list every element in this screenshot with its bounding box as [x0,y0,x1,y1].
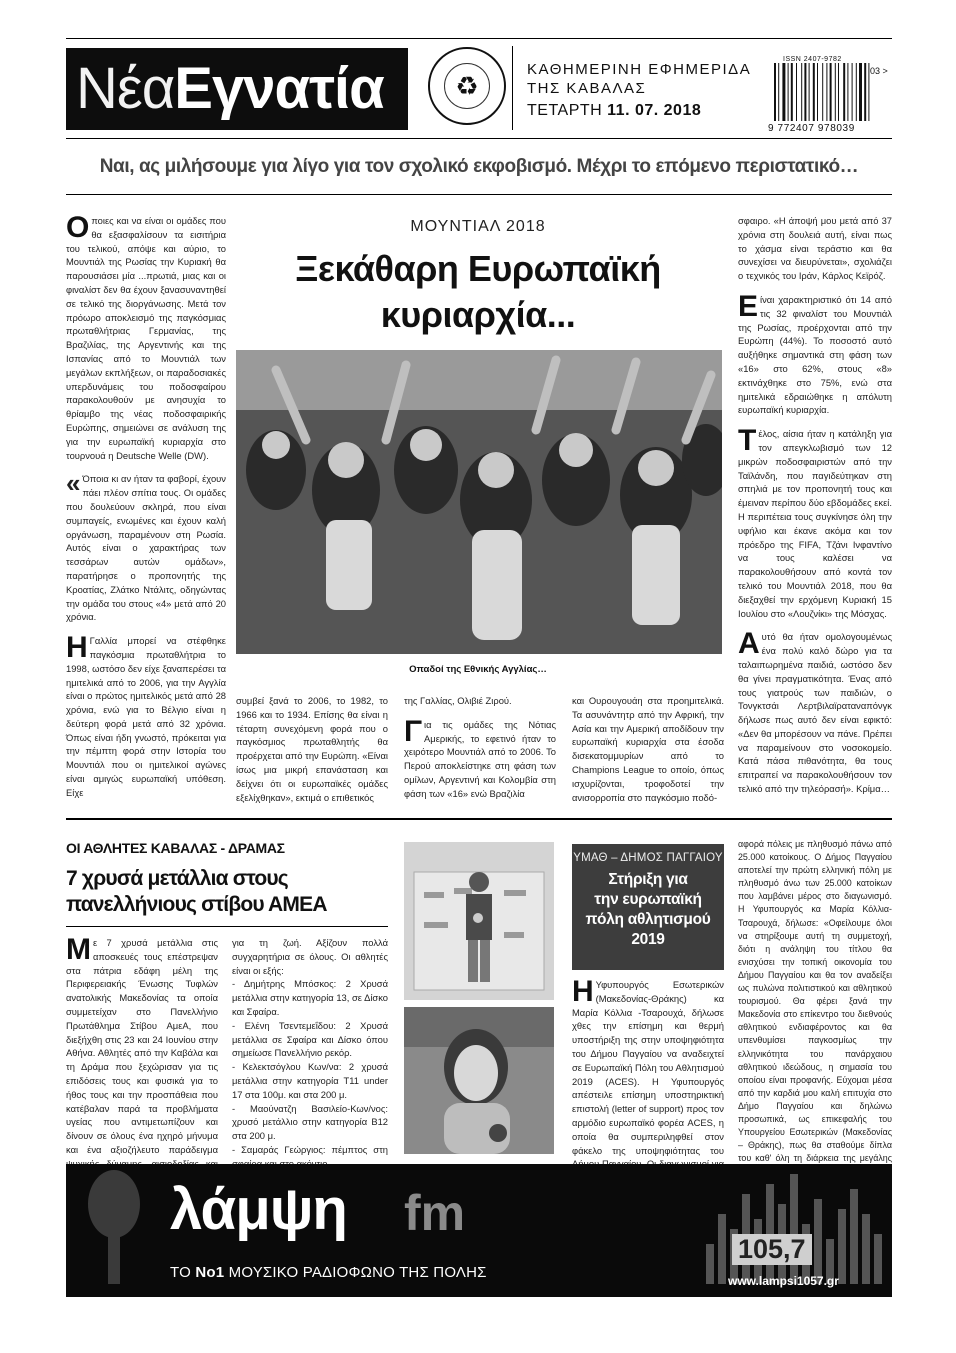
athlete-medal-photo[interactable] [404,1007,554,1154]
drop-cap: Η [572,975,594,1008]
lead-column-5 [738,214,892,806]
issue-number: 03 > [870,66,888,76]
lampsi-fm-advertisement[interactable] [66,1164,892,1297]
athlete-item: - Ελένη Τσεντεμεΐδου: 2 Χρυσά μετάλλια σε Σφαίρα και Δίσκο όπου σημείωσε Πανελλήνιο ρεκόρ. [232,1019,388,1059]
ymao-kicker: ΥΜΑΘ – ΔΗΜΟΣ ΠΑΓΓΑΙΟΥ [573,852,723,864]
drop-cap: Τ [738,424,757,458]
athletes-headline[interactable] [66,866,327,918]
lead-paragraph-9: ίναι χαρακτηριστικό ότι 14 από τις 32 φιναλίστ του Μουντιάλ της Ρωσίας, προέρχονται από την Ευρώπη (44%). Το ποσοστό αυτό αυξήθηκε σημαντικά στη φάση των «16» στο 62%, στους «8» εκτινάχθηκε στο 75%, ενώ στα ημιτελικά εδραιώθηκε η απόλυτη ευρωπαϊκή κυριαρχία. [738,293,892,416]
issue-date [527,102,701,120]
masthead-bottom-rule [66,138,892,139]
lead-column-1 [66,211,226,810]
ad-brand: λάμψη [170,1177,347,1242]
athlete-portrait-illustration [404,1007,554,1154]
ad-slogan [170,1264,487,1281]
ymao-paragraph-1: Υφυπουργός Εσωτερικών (Μακεδονίας-Θράκης) κα Μαρία Κόλλια -Τσαρουχά, δήλωσε χθες την επίσημη και θερμή υποστήριξη της στην υποψηφιότητα του Δήμου Παγγαίου να αναδειχτεί σε Ευρωπαϊκή Πόλη του Αθλητισμού 2019 (ACES). Η Υφυπουργός απέστειλε επίσημη υποστηρικτική επιστολή (letter of support) προς τον αρμόδιο ευρωπαϊκό φορέα ACES, η οποία θα συμπεριληφθεί στον φάκελο της υποψηφιότητας του [572,979,724,1156]
recycle-icon: ♻ [444,63,490,109]
ymao-headline-box[interactable] [572,844,724,970]
ad-slogan-no1: Νο1 [195,1264,225,1281]
athletes-column-2 [232,936,388,1171]
athletes-headline-line-2: πανελλήνιους στίβου ΑΜΕΑ [66,893,327,916]
issue-day: ΤΕΤΑΡΤΗ [527,102,603,119]
publication-description [527,60,751,98]
drop-cap: Μ [66,933,91,966]
lead-column-2 [236,694,388,814]
newspaper-logo[interactable] [66,48,408,130]
ad-frequency: 105,7 [732,1234,812,1265]
lead-column-3 [404,694,556,811]
lead-paragraph-6: ια τις ομάδες της Νότιας Αμερικής, το εφετινό ήταν το χειρότερο Μουντιάλ από το 2006. Το Περού αποκλείστηκε στη φάση των ομίλων, Αργεντινή και Κολομβία στη φάση των «16» ενώ Βραζιλία [404,718,556,799]
logo-light-text: Νέα [76,56,175,121]
lead-kicker: ΜΟΥΝΤΙΑΛ 2018 [410,218,546,235]
daily-line-1: ΚΑΘΗΜΕΡΙΝΗ ΕΦΗΜΕΡΙΔΑ [527,61,752,78]
athletes-intro: για τη ζωή. Αξίζουν πολλά συγχαρητήρια σε όλους. Οι αθλητές είναι οι εξής: [232,937,388,976]
drop-cap: Α [738,627,760,661]
section-rule [66,818,892,820]
ad-slogan-pre: ΤΟ [170,1264,196,1281]
athlete-podium-photo[interactable] [404,842,554,1000]
athlete-illustration [404,842,554,1000]
lead-paragraph-10: έλος, αίσια ήταν η κατάληξη για τον απεγκλωβισμό των 12 μικρών ποδοσφαιριστών από την Ταϊλάνδη, που παγιδεύτηκαν στη σπηλιά με τον προπονητή τους και έμειναν περίπου δύο εβδομάδες εκεί. Η περιπέτεια τους συγκίνησε όλη την υφήλιο και έκανε ακόμα και τον πρόεδρο της FIFA, Τζάνι Ινφαντίνο να τους καλέσει να παρακολουθήσουν από κοντά τον τελικό του Μουντιάλ 2018, που θα διεξαχθεί την ερχόμενη Κυριακή 15 Ιουλίου στο «Λουζνίκι» της Μόσχας. [738,428,892,619]
athlete-item: - Μαούνατζη Βασιλείο-Κων/νος: χρυσό μετάλλιο στην κατηγορία Β12 στα 200 μ. [232,1102,388,1142]
england-fans-photo[interactable] [236,350,722,654]
lead-paragraph-3: Γαλλία μπορεί να στέφθηκε παγκόσμια πρωταθλήτρια το 1998, ωστόσο δεν είχε ξαναπερέσει τα ημιτελικά από το 2006, για την Αγγλία είναι ο πρώτος ημιτελικός μετά από 28 χρόνια, ενώ για το Βέλγιο είναι η δεύτερη φορά μετά από 32 χρόνια. Όπως είναι ήδη γνωστό, πρόκειται για την πέμπτη φορά στην Ιστορία του Μουντιάλ που οι ημιτελικοί αγώνες είναι αμιγώς ευρωπαϊκή υπόθεση. Είχε [66,635,226,798]
recycle-seal [428,47,506,125]
banner-rule [66,194,892,195]
athletes-kicker: ΟΙ ΑΘΛΗΤΕΣ ΚΑΒΑΛΑΣ - ΔΡΑΜΑΣ [66,840,285,856]
issue-date-value: 11. 07. 2018 [607,102,702,119]
ymao-headline-line-1: Στήριξη για [608,871,688,888]
lead-paragraph-1: ποιες και να είναι οι ομάδες που θα εξασφαλίσουν τα εισιτήρια του τελικού, απόψε και αύριο, το Μουντιάλ της Ρωσίας την Κυριακή θα παρουσιάσει μία ...πρωτιά, μιας και οι φιναλίστ δεν θα έχουν ξανασυναντηθεί σε τελικό της διοργάνωσης. Μετά τον πρόωρο αποκλεισμό της παγκόσμιας πρωταθλήτριας Γερμανίας, της Βραζιλίας, της Αργεντινής και της Ισπανίας από το Μουντιάλ των μεγάλων εκπλήξεων, οι παραδοσιακές υπερδυνάμεις του ποδοσφαίρου παρακολουθούν με ανησυχία το θρίαμβο της νέας ποδοσφαιρικής Ευρώπης, σημειώνει σε ανάλυση της για την ευρωπαϊκή κυριαρχία στο τουρνουά η Deutsche Welle (DW). [66,215,226,461]
lead-headline-line-2: κυριαρχία... [380,294,576,335]
athlete-item: - Σαμαράς Γεώργιος: πέμπτος στη [232,1143,388,1155]
issn-label: ISSN 2407-9782 [783,56,842,63]
top-banner-headline[interactable]: Ναι, ας μιλήσουμε για λίγο για τον σχολικό εκφοβισμό. Μέχρι το επόμενο περιστατικό… [99,156,859,177]
masthead-divider [512,46,513,130]
lead-headline[interactable] [236,246,720,338]
athletes-rule [66,926,388,927]
athletes-list [232,977,388,1170]
ad-url-link[interactable]: www.lampsi1057.gr [728,1274,839,1288]
drop-quote: « [66,468,81,499]
lead-paragraph-2: Όποια κι αν ήταν τα φαβορί, έχουν πάει πλέον σπίτια τους. Οι ομάδες που δουλεύουν σκληρά, που είναι συμπαγείς, ενωμένες και έχουν καλή οργάνωση, παραμένουν στη Ρωσία. Αυτός είναι ο χαρακτήρας των τεσσάρων αυτών ομάδων», παρατήρησε ο προπονητής της Κροατίας, Ζλάτκο Ντάλιτς, οδηγώντας την ομάδα του στους «4» μετά από 20 χρόνια. [66,473,226,623]
ymao-column-2 [738,838,892,1188]
logo-bold-text: Εγνατία [174,56,384,121]
athletes-headline-line-1: 7 χρυσά μετάλλια στους [66,867,288,890]
ymao-paragraph-2: αφορά πόλεις με πληθυσμό πάνω από 25.000 κατοίκους. Ο Δήμος Παγγαίου αποτελεί την πρώτη ελληνική πόλη με πληθυσμό άνω των 25.000 κατοίκων που λαμβάνει μέρος στο διαγωνισμό. Η Υφυπουργός κα Μαρία Κόλλια-Τσαρουχά, δήλωσε: «Οφείλουμε όλοι να στηρίξουμε αυτή τη συμμετοχή, διότι η ανάληψη του τίτλου θα ενισχύσει την τοπική οικονομία του Δήμου Παγγαίου και θα τον αναδείξει ως πυλώνα πολιτιστικού και αθλητικού τουρισμού. Θα φέρει ξανά την Μακεδονία στο επίκεντρο του διεθνούς αθλητικού ενδιαφέροντος και θα υπενθυμίσει παγκοσμίως την ελληνικότητα του πανάρχαιου αθλητικού ιδεώδους, η σημασία του οποίου είναι προφανής. Εύχομαι μέσα από την καρδιά μου καλή επιτυχία στο Δήμο Παγγαίου και δηλώνω προσωπικά, ως επικεφαλής του Υπουργείου Εσωτερικών (Μακεδονίας – Θράκης), πως θα σταθούμε δίπλα του καθ' όλη τη διάρκεια της μεγάλης [738,839,892,1164]
lead-paragraph-7: και Ουρουγουάη στα προημιτελικά. Τα ασυνάντητρ από την Αφρική, την Ασία και την Αμερική αποδίδουν την ευρωπαϊκή κυριαρχία στα έσοδα δισεκατομμυρίων από το Champions League το οποίο, όπως ισχυρίζονται, τροφοδοτεί την ανισορροπία στο παγκόσμιο ποδό- [572,695,724,803]
lead-paragraph-4: συμβεί ξανά το 2006, το 1982, το 1966 και το 1934. Επίσης θα είναι η τέταρτη συνεχόμενη φορά που ο παγκόσμιος πρωταθλητής θα προέρχεται από την Ευρώπη. «Είναι ίσως μια μικρή επανάσταση και δείχνει ότι οι ευρωπαϊκές ομάδες εξελίχθηκαν», εκτιμά ο επιθετικός [236,695,388,803]
ymao-headline-line-2: την ευρωπαϊκή [594,891,702,908]
ymao-headline [572,870,724,950]
drop-cap: Γ [404,714,423,748]
drop-cap: Η [66,631,88,665]
ad-brand-fm: fm [404,1185,466,1241]
lead-paragraph-5: της Γαλλίας, Ολιβιέ Ζιρού. [404,695,512,706]
athlete-item: - Κελεκτσόγλου Κων/να: 2 χρυσά μετάλλια στην κατηγορία Τ11 under 17 στα 100μ. και στα 200 μ. [232,1061,388,1100]
crowd-illustration [236,350,722,654]
ymao-headline-line-3: πόλη αθλητισμού [585,911,711,928]
top-rule [66,38,892,39]
barcode-number: 9 772407 978039 [768,123,855,134]
drop-cap: Ε [738,289,759,323]
photo-caption: Οπαδοί της Εθνικής Αγγλίας… [409,664,547,675]
ymao-headline-line-4: 2019 [631,931,665,948]
athletes-paragraph-1: ε 7 χρυσά μετάλλια στις αποσκευές τους επέστρεψαν στα πάτρια εδάφη μέλη της Περιφερειακής Ένωσης Τυφλών ανατολικής Μακεδονίας τα οποία συμμετείχαν στο Πανελλήνιο Πρωτάθλημα Στίβου ΑμεΑ, που διεξήχθη στις 23 και 24 Ιουνίου στην Αθήνα. Αθλητές από την Καβάλα και τη Δράμα που ξεχώρισαν για τις επιδόσεις τους και φυσικά για το ήθος τους και την προσπάθεια που κατέβαλαν παρά τα προβλήματα υγείας που αντιμετωπίζουν και δίνουν σε όλους ένα ηχηρό μήνυμα και ένα αξιοζήλευτο παράδειγμα [66,937,218,1155]
ad-slogan-post: ΜΟΥΣΙΚΟ ΡΑΔΙΟΦΩΝΟ ΤΗΣ ΠΟΛΗΣ [224,1264,487,1281]
lead-column-4 [572,694,724,814]
athletes-column-1 [66,933,218,1194]
athlete-item: - Δημήτρης Μπόσκος: 2 Χρυσά μετάλλια στην κατηγορία 13, σε Δίσκο και Σφαίρα. [232,978,388,1017]
lead-headline-line-1: Ξεκάθαρη Ευρωπαϊκή [295,248,661,289]
lead-paragraph-11: υτό θα ήταν ομολογουμένως ένα πολύ καλό δώρο για τα ταλαιπωρημένα παιδιά, ωστόσο δεν θα γίνει πραγματικότητα. Ένας από τους γιατρούς των παιδιών, ο Τονγκτσάι Λερτβιλαϊραταναπόνγκ δήλωσε πως αυτό δεν είναι εφικτό: «Δεν θα μπορέσουν να πάνε. Πρέπει να παραμείνουν στο νοσοκομείο. Κατά πάσα πιθανότητα, θα τους επιτραπεί να παρακολουθήσουν τον τελικό από την τηλεόρασή». Κρίμα… [738,631,892,795]
daily-line-2: ΤΗΣ ΚΑΒΑΛΑΣ [527,80,647,97]
drop-cap: Ο [66,211,90,244]
lead-paragraph-8: σφαιρο. «Η άποψή μου μετά από 37 χρόνια στη δουλειά αυτή, είναι πως το χάσμα είναι τεράστιο και θα συνεχίσει να διευρύνεται», σχολιάζει ο τεχνικός του Ιράν, Κάρλος Κεϊρόζ. [738,215,892,282]
